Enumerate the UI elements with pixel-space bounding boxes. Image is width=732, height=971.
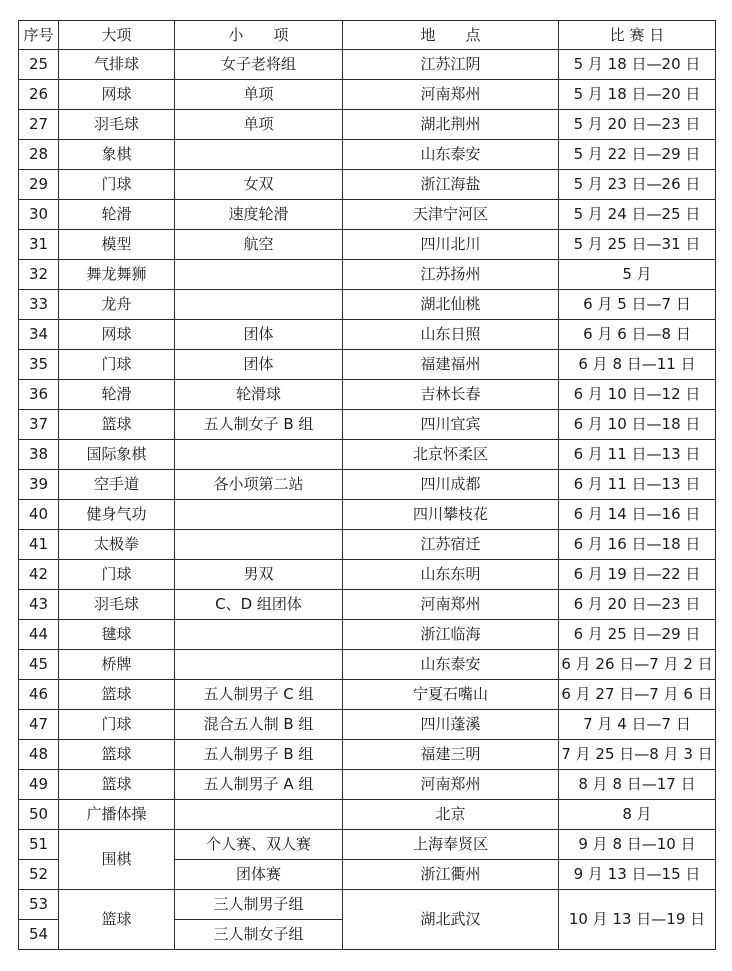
cell-no: 29 — [19, 170, 59, 200]
cell-location: 北京 — [343, 800, 559, 830]
cell-date: 5 月 22 日—29 日 — [559, 140, 716, 170]
table-row — [19, 710, 716, 740]
cell-subcategory: 五人制男子 A 组 — [175, 770, 343, 800]
cell-date: 10 月 13 日—19 日 — [559, 890, 716, 950]
cell-no: 33 — [19, 290, 59, 320]
cell-no: 30 — [19, 200, 59, 230]
cell-subcategory: 女双 — [175, 170, 343, 200]
cell-location: 湖北武汉 — [343, 890, 559, 950]
header-date: 比 赛 日 — [559, 21, 716, 50]
cell-location: 浙江衢州 — [343, 860, 559, 890]
cell-date: 8 月 8 日—17 日 — [559, 770, 716, 800]
cell-no: 45 — [19, 650, 59, 680]
cell-location: 四川宜宾 — [343, 410, 559, 440]
cell-subcategory — [175, 800, 343, 830]
cell-date: 6 月 11 日—13 日 — [559, 440, 716, 470]
table-row — [19, 230, 716, 260]
cell-no: 27 — [19, 110, 59, 140]
cell-subcategory: 三人制女子组 — [175, 920, 343, 950]
cell-location: 江苏宿迁 — [343, 530, 559, 560]
cell-subcategory — [175, 650, 343, 680]
table-row — [19, 740, 716, 770]
cell-location: 湖北荆州 — [343, 110, 559, 140]
cell-location: 北京怀柔区 — [343, 440, 559, 470]
cell-date: 5 月 24 日—25 日 — [559, 200, 716, 230]
cell-location: 山东日照 — [343, 320, 559, 350]
cell-no: 47 — [19, 710, 59, 740]
header-category: 大项 — [59, 21, 175, 50]
cell-subcategory: 五人制男子 B 组 — [175, 740, 343, 770]
cell-category: 轮滑 — [59, 380, 175, 410]
cell-category: 模型 — [59, 230, 175, 260]
cell-category: 象棋 — [59, 140, 175, 170]
cell-subcategory: 五人制女子 B 组 — [175, 410, 343, 440]
cell-location: 河南郑州 — [343, 770, 559, 800]
cell-location: 四川北川 — [343, 230, 559, 260]
cell-category: 篮球 — [59, 770, 175, 800]
cell-category: 网球 — [59, 80, 175, 110]
cell-subcategory: 团体 — [175, 320, 343, 350]
cell-location: 浙江临海 — [343, 620, 559, 650]
table-row — [19, 170, 716, 200]
table-row — [19, 500, 716, 530]
cell-subcategory: 单项 — [175, 110, 343, 140]
table-row — [19, 350, 716, 380]
table-row — [19, 560, 716, 590]
cell-no: 25 — [19, 50, 59, 80]
cell-no: 26 — [19, 80, 59, 110]
cell-location: 宁夏石嘴山 — [343, 680, 559, 710]
cell-category: 门球 — [59, 170, 175, 200]
competition-schedule-table — [18, 20, 716, 950]
cell-no: 38 — [19, 440, 59, 470]
cell-subcategory — [175, 620, 343, 650]
cell-no: 28 — [19, 140, 59, 170]
cell-location: 江苏扬州 — [343, 260, 559, 290]
cell-category: 篮球 — [59, 410, 175, 440]
cell-date: 6 月 6 日—8 日 — [559, 320, 716, 350]
cell-location: 山东泰安 — [343, 650, 559, 680]
cell-category: 网球 — [59, 320, 175, 350]
cell-category: 健身气功 — [59, 500, 175, 530]
cell-category: 篮球 — [59, 740, 175, 770]
cell-location: 江苏江阴 — [343, 50, 559, 80]
cell-subcategory — [175, 290, 343, 320]
cell-location: 福建福州 — [343, 350, 559, 380]
cell-date: 5 月 23 日—26 日 — [559, 170, 716, 200]
table-header — [19, 21, 716, 50]
table-row — [19, 410, 716, 440]
table-row — [19, 200, 716, 230]
cell-location: 吉林长春 — [343, 380, 559, 410]
table-row — [19, 440, 716, 470]
cell-date: 6 月 11 日—13 日 — [559, 470, 716, 500]
cell-location: 四川成都 — [343, 470, 559, 500]
cell-date: 5 月 18 日—20 日 — [559, 80, 716, 110]
cell-subcategory — [175, 500, 343, 530]
cell-subcategory: C、D 组团体 — [175, 590, 343, 620]
cell-subcategory: 团体 — [175, 350, 343, 380]
table-row — [19, 530, 716, 560]
cell-no: 49 — [19, 770, 59, 800]
cell-location: 浙江海盐 — [343, 170, 559, 200]
cell-date: 5 月 20 日—23 日 — [559, 110, 716, 140]
table-row-51 — [19, 830, 716, 860]
cell-no: 43 — [19, 590, 59, 620]
cell-category: 羽毛球 — [59, 590, 175, 620]
cell-location: 福建三明 — [343, 740, 559, 770]
cell-subcategory — [175, 530, 343, 560]
table-row — [19, 770, 716, 800]
cell-category: 空手道 — [59, 470, 175, 500]
cell-date: 8 月 — [559, 800, 716, 830]
cell-date: 6 月 27 日—7 月 6 日 — [559, 680, 716, 710]
cell-subcategory: 速度轮滑 — [175, 200, 343, 230]
table-row — [19, 290, 716, 320]
cell-location: 湖北仙桃 — [343, 290, 559, 320]
cell-subcategory: 航空 — [175, 230, 343, 260]
cell-subcategory: 各小项第二站 — [175, 470, 343, 500]
table-row — [19, 380, 716, 410]
cell-category: 篮球 — [59, 890, 175, 950]
cell-subcategory — [175, 140, 343, 170]
cell-no: 50 — [19, 800, 59, 830]
cell-no: 32 — [19, 260, 59, 290]
cell-date: 6 月 19 日—22 日 — [559, 560, 716, 590]
cell-subcategory: 混合五人制 B 组 — [175, 710, 343, 740]
cell-no: 41 — [19, 530, 59, 560]
header-no: 序号 — [19, 21, 59, 50]
cell-category: 龙舟 — [59, 290, 175, 320]
table-row — [19, 260, 716, 290]
cell-category: 门球 — [59, 350, 175, 380]
table-body — [19, 50, 716, 950]
cell-date: 6 月 16 日—18 日 — [559, 530, 716, 560]
cell-date: 5 月 18 日—20 日 — [559, 50, 716, 80]
table-row — [19, 620, 716, 650]
cell-location: 河南郑州 — [343, 80, 559, 110]
cell-subcategory: 男双 — [175, 560, 343, 590]
cell-date: 6 月 10 日—12 日 — [559, 380, 716, 410]
cell-category: 门球 — [59, 560, 175, 590]
cell-location: 河南郑州 — [343, 590, 559, 620]
cell-subcategory: 团体赛 — [175, 860, 343, 890]
cell-location: 上海奉贤区 — [343, 830, 559, 860]
cell-location: 四川攀枝花 — [343, 500, 559, 530]
cell-no: 51 — [19, 830, 59, 860]
cell-no: 36 — [19, 380, 59, 410]
cell-no: 54 — [19, 920, 59, 950]
table-row — [19, 680, 716, 710]
table-row — [19, 590, 716, 620]
table-row — [19, 140, 716, 170]
table-row — [19, 320, 716, 350]
cell-subcategory: 个人赛、双人赛 — [175, 830, 343, 860]
cell-category: 门球 — [59, 710, 175, 740]
cell-category: 轮滑 — [59, 200, 175, 230]
header-location: 地 点 — [343, 21, 559, 50]
table-row — [19, 110, 716, 140]
cell-no: 31 — [19, 230, 59, 260]
cell-subcategory: 轮滑球 — [175, 380, 343, 410]
cell-date: 5 月 25 日—31 日 — [559, 230, 716, 260]
cell-date: 6 月 20 日—23 日 — [559, 590, 716, 620]
cell-no: 42 — [19, 560, 59, 590]
cell-location: 四川蓬溪 — [343, 710, 559, 740]
cell-date: 9 月 13 日—15 日 — [559, 860, 716, 890]
cell-date: 7 月 25 日—8 月 3 日 — [559, 740, 716, 770]
cell-no: 44 — [19, 620, 59, 650]
table-row — [19, 50, 716, 80]
cell-location: 山东泰安 — [343, 140, 559, 170]
cell-subcategory: 五人制男子 C 组 — [175, 680, 343, 710]
table-row — [19, 470, 716, 500]
table-row — [19, 80, 716, 110]
cell-no: 37 — [19, 410, 59, 440]
table-row-53 — [19, 890, 716, 920]
cell-date: 6 月 25 日—29 日 — [559, 620, 716, 650]
header-row — [19, 21, 716, 50]
cell-date: 6 月 8 日—11 日 — [559, 350, 716, 380]
cell-date: 9 月 8 日—10 日 — [559, 830, 716, 860]
cell-no: 40 — [19, 500, 59, 530]
cell-subcategory — [175, 440, 343, 470]
cell-category: 篮球 — [59, 680, 175, 710]
cell-category: 舞龙舞狮 — [59, 260, 175, 290]
header-subcategory: 小 项 — [175, 21, 343, 50]
table-row — [19, 800, 716, 830]
cell-category: 桥牌 — [59, 650, 175, 680]
cell-location: 天津宁河区 — [343, 200, 559, 230]
table-row — [19, 650, 716, 680]
cell-no: 52 — [19, 860, 59, 890]
cell-category: 毽球 — [59, 620, 175, 650]
cell-category: 围棋 — [59, 830, 175, 890]
cell-category: 国际象棋 — [59, 440, 175, 470]
cell-no: 53 — [19, 890, 59, 920]
cell-no: 39 — [19, 470, 59, 500]
cell-date: 6 月 14 日—16 日 — [559, 500, 716, 530]
cell-category: 太极拳 — [59, 530, 175, 560]
cell-date: 6 月 10 日—18 日 — [559, 410, 716, 440]
cell-category: 羽毛球 — [59, 110, 175, 140]
cell-category: 广播体操 — [59, 800, 175, 830]
cell-category: 气排球 — [59, 50, 175, 80]
cell-date: 5 月 — [559, 260, 716, 290]
cell-date: 6 月 5 日—7 日 — [559, 290, 716, 320]
cell-subcategory — [175, 260, 343, 290]
cell-no: 34 — [19, 320, 59, 350]
cell-date: 7 月 4 日—7 日 — [559, 710, 716, 740]
cell-subcategory: 单项 — [175, 80, 343, 110]
cell-no: 48 — [19, 740, 59, 770]
cell-date: 6 月 26 日—7 月 2 日 — [559, 650, 716, 680]
cell-subcategory: 女子老将组 — [175, 50, 343, 80]
cell-subcategory: 三人制男子组 — [175, 890, 343, 920]
cell-location: 山东东明 — [343, 560, 559, 590]
cell-no: 35 — [19, 350, 59, 380]
cell-no: 46 — [19, 680, 59, 710]
